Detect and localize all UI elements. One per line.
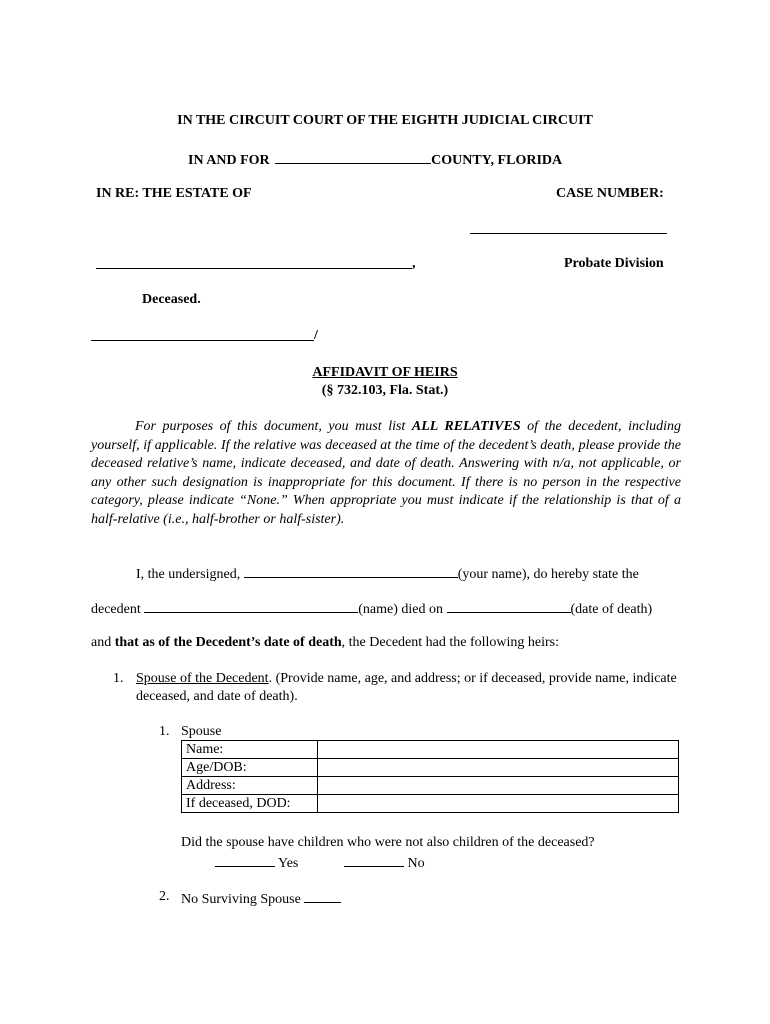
- name-cell[interactable]: [318, 741, 679, 759]
- no-spouse-number: 2.: [159, 889, 170, 904]
- county-suffix: COUNTY, FLORIDA: [431, 153, 563, 168]
- date-of-death-label: (date of death): [570, 602, 653, 617]
- county-prefix: IN AND FOR: [188, 153, 270, 168]
- dod-label: If deceased, DOD:: [182, 795, 318, 813]
- dod-cell[interactable]: [318, 795, 679, 813]
- no-label: No: [407, 856, 425, 871]
- undersigned-label: I, the undersigned,: [136, 567, 241, 582]
- no-spouse-blank[interactable]: [304, 888, 341, 903]
- caption-slash: /: [314, 328, 318, 343]
- name-label: Name:: [182, 741, 318, 759]
- document-title: AFFIDAVIT OF HEIRS: [312, 365, 458, 380]
- statement-line-3: [91, 634, 559, 652]
- deceased-label: Deceased.: [142, 292, 201, 307]
- section-1-heading: Spouse of the Decedent: [136, 671, 269, 686]
- no-blank[interactable]: [344, 852, 404, 867]
- table-row: [182, 741, 679, 759]
- instructions-paragraph: [91, 418, 681, 529]
- your-name-blank[interactable]: [244, 563, 458, 578]
- no-spouse-line: [181, 888, 341, 909]
- statement-heirs-text: , the Decedent had the following heirs:: [341, 635, 559, 650]
- your-name-suffix: (your name), do hereby state the: [457, 567, 639, 582]
- decedent-name-field[interactable]: [144, 598, 358, 613]
- case-number-blank[interactable]: [470, 233, 667, 234]
- table-row: [182, 759, 679, 777]
- instructions-emphasis: ALL RELATIVES: [411, 419, 521, 434]
- county-line: [188, 149, 562, 170]
- address-cell[interactable]: [318, 777, 679, 795]
- statement-and: and: [91, 635, 115, 650]
- no-option: [344, 852, 425, 873]
- yes-label: Yes: [277, 856, 299, 871]
- estate-label: IN RE: THE ESTATE OF: [96, 186, 252, 201]
- no-spouse-label: No Surviving Spouse: [181, 892, 301, 907]
- caption-close-line: [91, 340, 314, 341]
- spouse-table: [181, 740, 679, 813]
- date-of-death-blank[interactable]: [447, 598, 571, 613]
- section-1-number: 1.: [113, 671, 124, 686]
- decedent-comma: ,: [412, 256, 416, 271]
- instructions-text-1: For purposes of this document, you must list: [135, 419, 412, 434]
- table-row: [182, 777, 679, 795]
- case-number-label: CASE NUMBER:: [556, 186, 664, 201]
- age-dob-cell[interactable]: [318, 759, 679, 777]
- county-blank[interactable]: [275, 149, 431, 164]
- age-dob-label: Age/DOB:: [182, 759, 318, 777]
- died-on-label: (name) died on: [358, 602, 443, 617]
- spouse-number: 1.: [159, 724, 170, 739]
- instructions-text-2: of the decedent, including yourself, if applicable. If the relative was deceased at the time of the decedent’s death, please provide the deceased relative’s name, indicate deceased, and date of death. Answering with n/a, not applicable, or any other such designation is inappropriate for this document. If there is no person in the respective category, please indicate “None.” When appropriate you must indicate if the relationship is that of a half-relative (i.e., half-brother or half-sister).: [91, 419, 681, 527]
- statement-line-2: [91, 598, 652, 619]
- decedent-name-blank[interactable]: [96, 268, 412, 269]
- yes-option: [215, 852, 298, 873]
- decedent-label: decedent: [91, 602, 141, 617]
- statute-reference: (§ 732.103, Fla. Stat.): [321, 383, 449, 398]
- address-label: Address:: [182, 777, 318, 795]
- children-question: Did the spouse have children who were not also children of the deceased?: [181, 835, 595, 850]
- probate-division-label: Probate Division: [564, 256, 664, 271]
- spouse-heading: Spouse: [181, 724, 222, 739]
- court-heading: IN THE CIRCUIT COURT OF THE EIGHTH JUDICIAL CIRCUIT: [177, 113, 593, 128]
- table-row: [182, 795, 679, 813]
- statement-emphasis: that as of the Decedent’s date of death: [114, 635, 342, 650]
- yes-blank[interactable]: [215, 852, 275, 867]
- section-1-text: [136, 670, 681, 706]
- statement-line-1: [136, 563, 639, 584]
- section-1-description: . (Provide name, age, and address; or if deceased, provide name, indicate deceased, and date of death).: [136, 671, 677, 704]
